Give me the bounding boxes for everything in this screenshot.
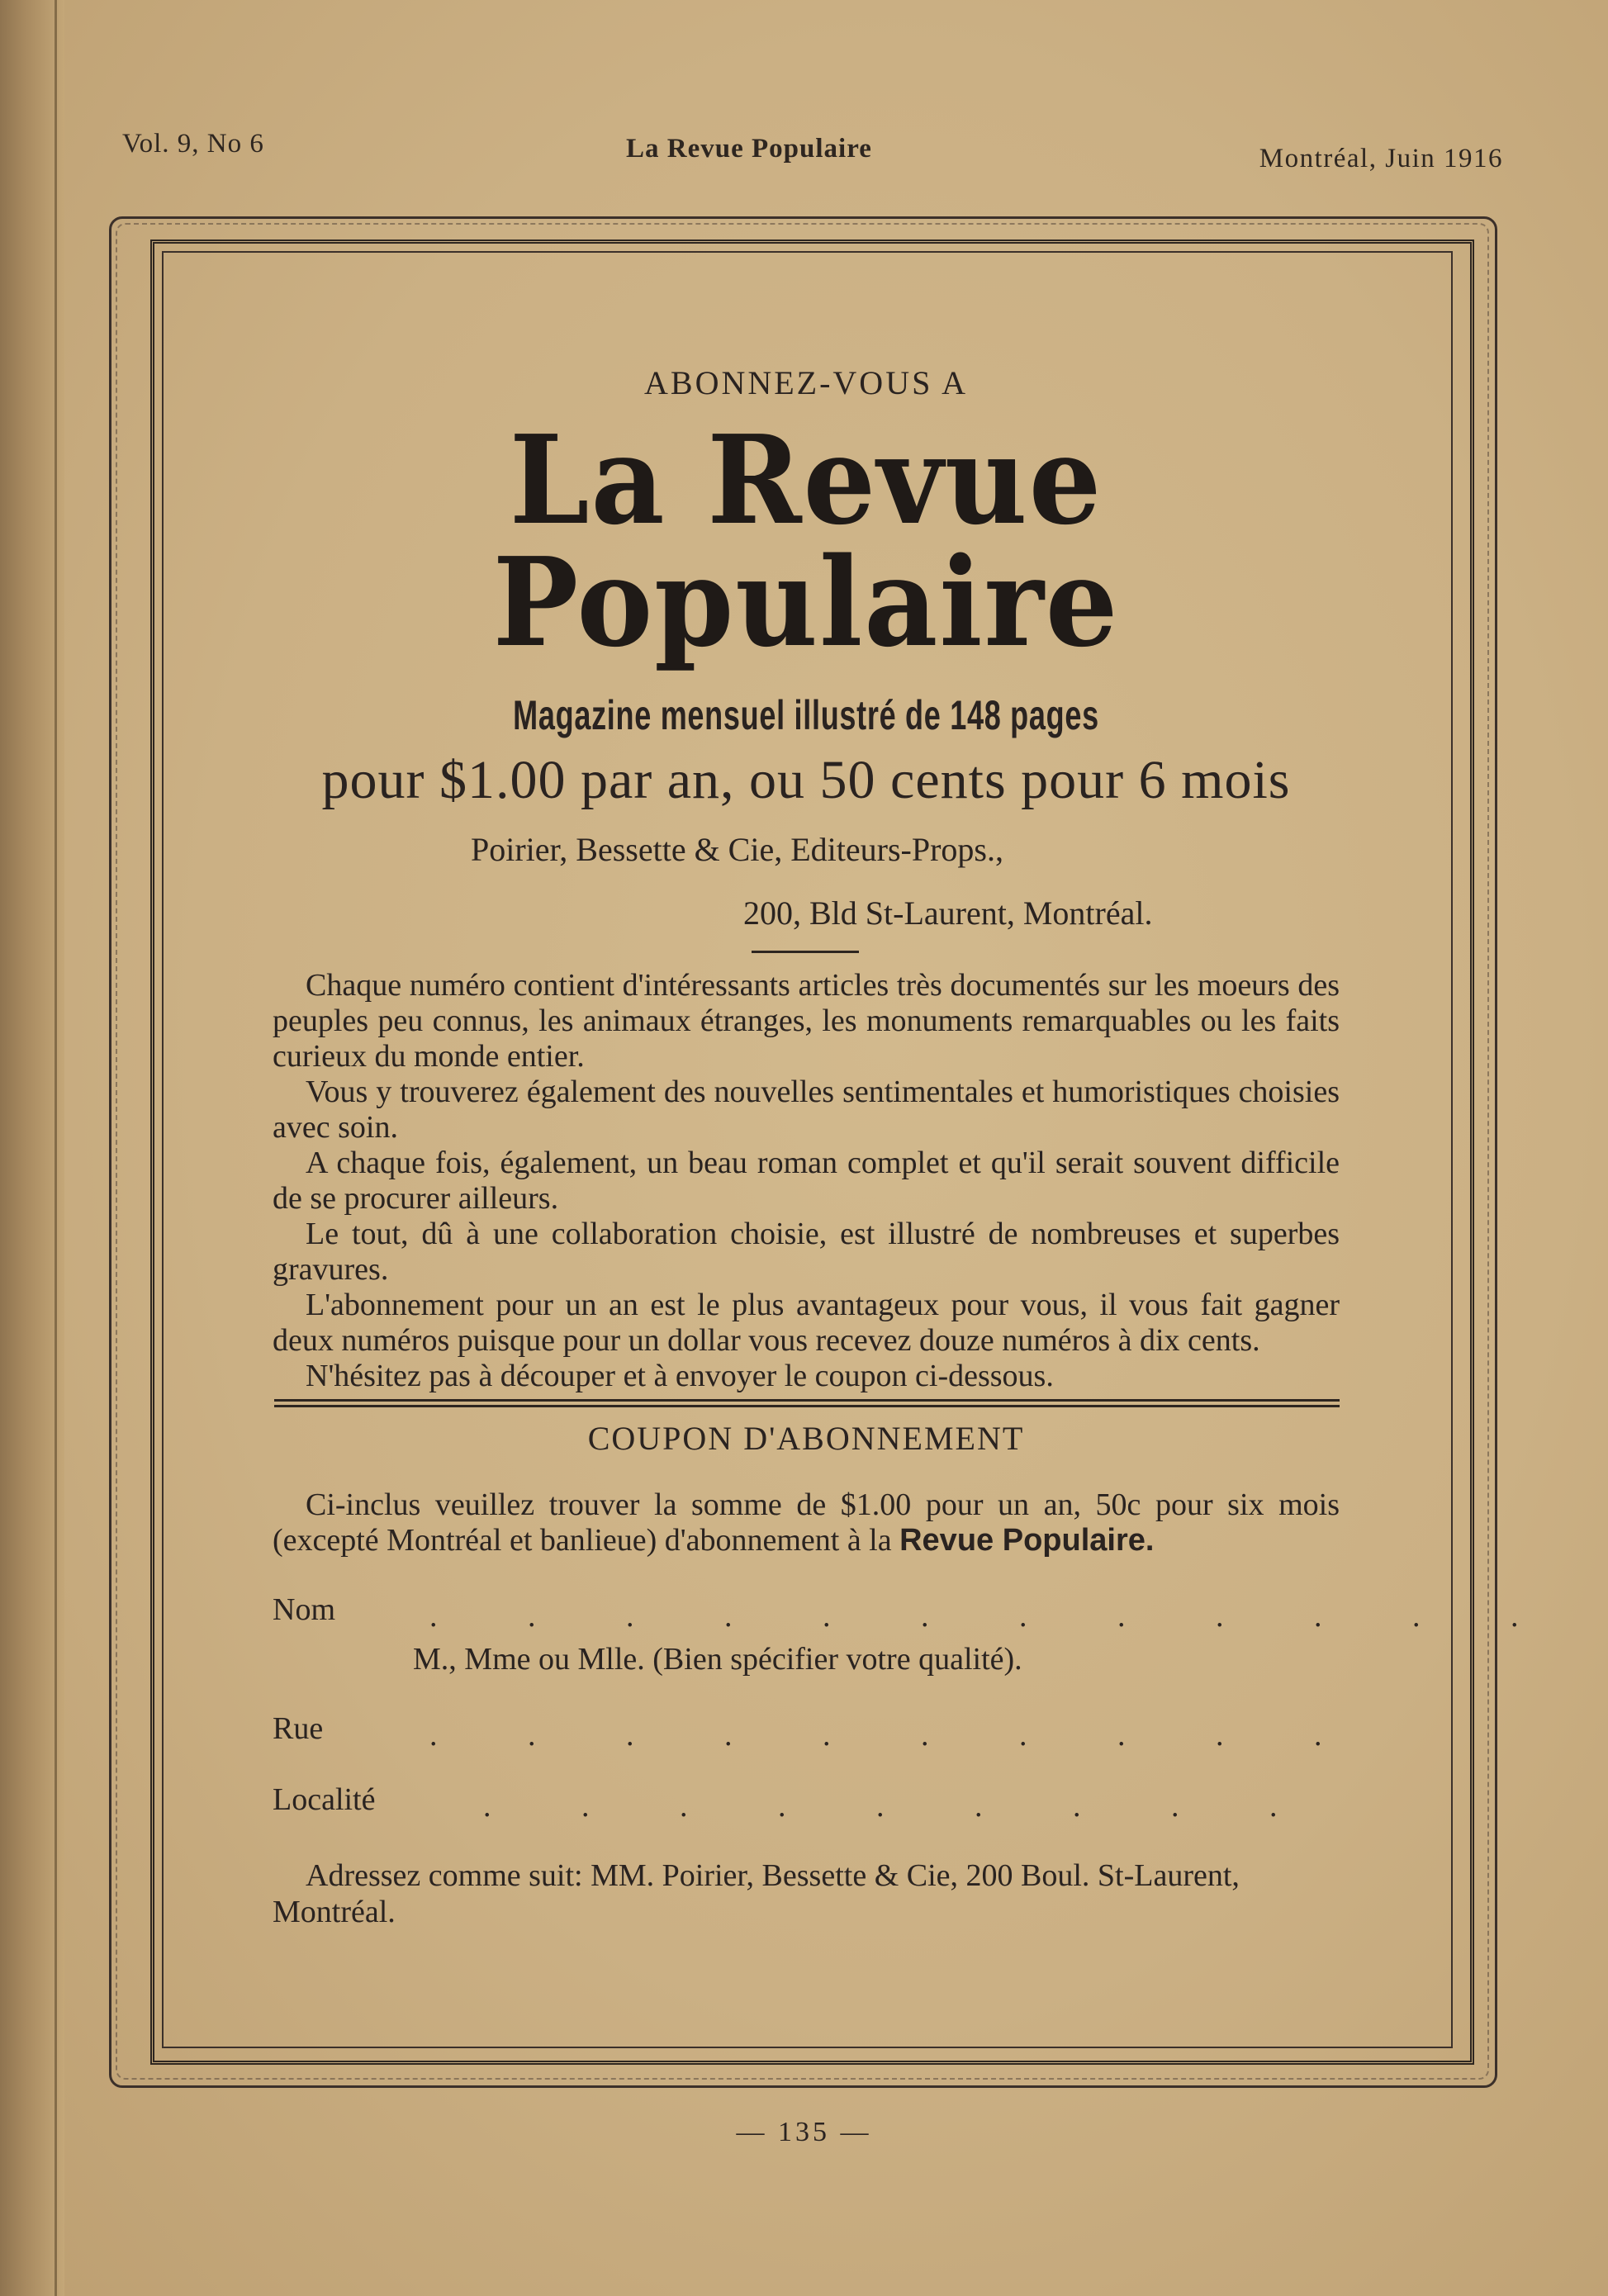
page-number: — 135 — xyxy=(736,2117,872,2147)
ad-subtitle: Magazine mensuel illustré de 148 pages xyxy=(513,692,1099,738)
coupon-text-body: Ci-inclus veuillez trouver la somme de $1.00 pour un an, 50c pour six mois (excepté Montréal et banlieue) d'abonnement à la xyxy=(273,1487,1340,1558)
ad-publisher: Poirier, Bessette & Cie, Editeurs-Props., xyxy=(471,831,1003,868)
coupon-text-bold: Revue Populaire. xyxy=(899,1523,1155,1558)
short-divider xyxy=(752,951,859,953)
coupon-title: COUPON D'ABONNEMENT xyxy=(587,1420,1025,1457)
ad-paragraph: L'abonnement pour un an est le plus avantageux pour vous, il vous fait gagner deux numéros puisque pour un dollar vous recevez douze numéros à dix cents. xyxy=(273,1288,1340,1358)
coupon-address-note xyxy=(273,1857,1340,1930)
field-localite-dots: . . . . . . . . . xyxy=(483,1789,1319,1824)
ad-title: La Revue Populaire xyxy=(492,408,1120,674)
running-header xyxy=(122,124,1503,173)
header-publication: La Revue Populaire xyxy=(626,134,872,164)
field-nom[interactable] xyxy=(273,1592,1560,1638)
field-localite[interactable] xyxy=(273,1781,1340,1828)
header-place-date: Montréal, Juin 1916 xyxy=(1259,144,1503,173)
ad-address: 200, Bld St-Laurent, Montréal. xyxy=(743,894,1153,932)
ad-pre-title: ABONNEZ-VOUS A xyxy=(644,364,968,401)
ad-paragraph: A chaque fois, également, un beau roman complet et qu'il serait souvent difficile de se procurer ailleurs. xyxy=(273,1146,1340,1216)
ad-paragraph: Le tout, dû à une collaboration choisie, est illustré de nombreuses et superbes gravures. xyxy=(273,1217,1340,1287)
ad-paragraph: Vous y trouverez également des nouvelles sentimentales et humoristiques choisies avec soin. xyxy=(273,1074,1340,1145)
field-localite-label: Localité xyxy=(273,1782,376,1817)
advertisement xyxy=(273,363,1560,1930)
coupon-address-text: Adressez comme suit: MM. Poirier, Bessette & Cie, 200 Boul. St-Laurent, Montréal. xyxy=(273,1858,1240,1929)
coupon-text xyxy=(273,1487,1340,1558)
field-rue-label: Rue xyxy=(273,1711,324,1746)
header-volume: Vol. 9, No 6 xyxy=(122,129,264,159)
field-nom-label: Nom xyxy=(273,1592,335,1627)
field-rue[interactable] xyxy=(273,1710,1364,1757)
ad-paragraph: Chaque numéro contient d'intéressants articles très documentés sur les moeurs des peuples peu connus, les animaux étranges, les monuments remarquables ou les faits curieux du monde entier. xyxy=(273,968,1340,1074)
field-nom-dots: . . . . . . . . . . . . xyxy=(429,1599,1560,1634)
ad-paragraph: N'hésitez pas à découper et à envoyer le coupon ci-dessous. xyxy=(306,1359,1054,1393)
coupon-cut-line xyxy=(274,1399,1340,1407)
ad-body xyxy=(273,968,1340,1394)
field-rue-dots: . . . . . . . . . . xyxy=(429,1718,1364,1753)
ad-price: pour $1.00 par an, ou 50 cents pour 6 mois xyxy=(321,750,1291,810)
gutter-line xyxy=(55,0,57,2296)
field-nom-note: M., Mme ou Mlle. (Bien spécifier votre qualité). xyxy=(413,1642,1022,1677)
